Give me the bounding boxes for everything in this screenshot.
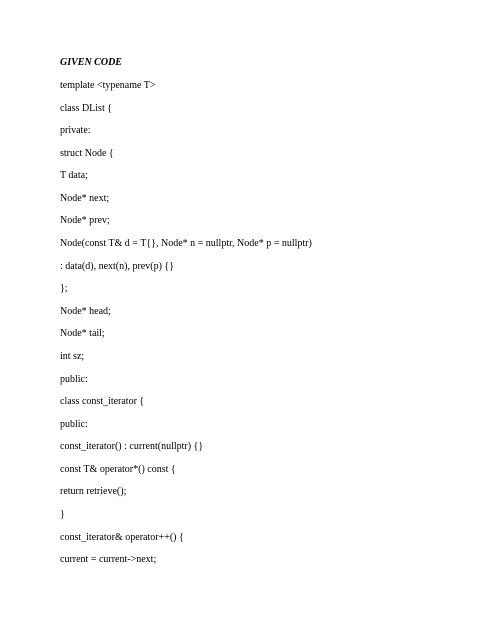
code-line: const_iterator& operator++() { xyxy=(60,532,184,543)
code-line: int sz; xyxy=(60,351,85,362)
code-line: Node* prev; xyxy=(60,215,110,226)
code-line: }; xyxy=(60,283,68,294)
code-line: Node(const T& d = T{}, Node* n = nullptr, Node* p = nullptr) xyxy=(60,238,312,249)
code-line: const T& operator*() const { xyxy=(60,464,176,475)
document-heading: GIVEN CODE xyxy=(60,57,122,68)
code-line: struct Node { xyxy=(60,148,114,159)
code-line: template <typename T> xyxy=(60,80,156,91)
code-line: private: xyxy=(60,125,91,136)
code-line: const_iterator() : current(nullptr) {} xyxy=(60,441,204,452)
code-line: public: xyxy=(60,419,88,430)
code-line: return retrieve(); xyxy=(60,486,127,497)
code-line: current = current->next; xyxy=(60,554,157,565)
code-line: T data; xyxy=(60,170,88,181)
code-line: class const_iterator { xyxy=(60,396,145,407)
code-line: class DList { xyxy=(60,103,113,114)
code-line: : data(d), next(n), prev(p) {} xyxy=(60,261,174,272)
code-line: Node* next; xyxy=(60,193,110,204)
code-line: } xyxy=(60,509,65,520)
code-line: public: xyxy=(60,374,88,385)
code-line: Node* head; xyxy=(60,306,111,317)
code-line: Node* tail; xyxy=(60,328,105,339)
